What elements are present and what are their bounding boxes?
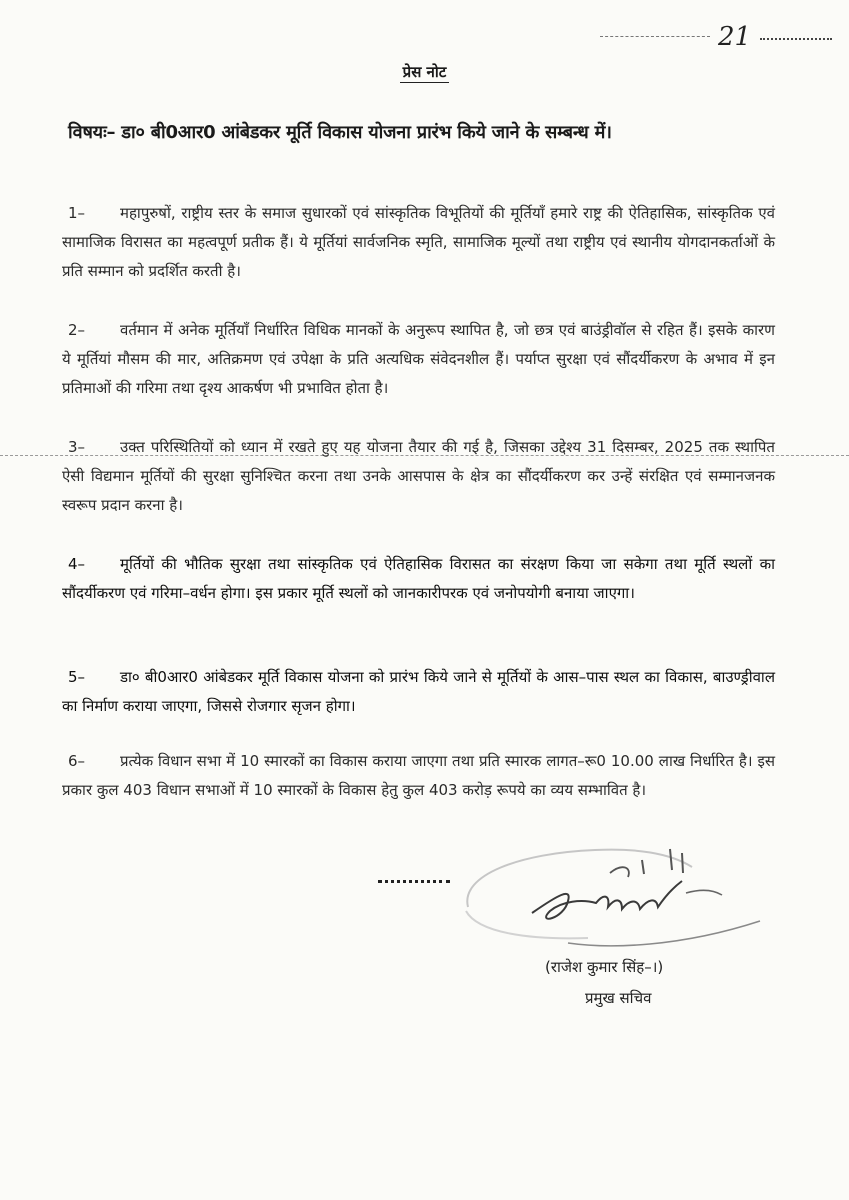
paragraph-text: उक्त परिस्थितियों को ध्यान में रखते हुए यह योजना तैयार की गई है, जिसका उद्देश्य 31 दिसम्बर, 2025 तक स्थापित ऐसी विद्यमान मूर्तियों की सुरक्षा सुनिश्चित करना तथा उनके आसपास के क्षेत्र का सौंदर्यीकरण कर उन्हें संरक्षित एवं सम्मानजनक स्वरूप प्रदान करना है।: [62, 438, 775, 514]
paragraph-5: [62, 663, 775, 721]
page-number: [600, 22, 835, 52]
document-title: [0, 62, 849, 82]
paragraph-text: डा० बी0आर0 आंबेडकर मूर्ति विकास योजना को प्रारंभ किये जाने से मूर्तियों के आस–पास स्थल का विकास, बाउण्ड्रीवाल का निर्माण कराया जाएगा, जिससे रोजगार सृजन होगा।: [62, 668, 775, 715]
subject-line: विषयः– डा० बी0आर0 आंबेडकर मूर्ति विकास योजना प्रारंभ किये जाने के सम्बन्ध में।: [68, 122, 612, 143]
signatory-name: (राजेश कुमार सिंह–।): [545, 958, 664, 976]
page-number-value: 21: [718, 22, 752, 52]
paragraph-number: 2–: [68, 321, 86, 339]
paragraph-number: 5–: [68, 668, 86, 686]
paragraph-text: प्रत्येक विधान सभा में 10 स्मारकों का विकास कराया जाएगा तथा प्रति स्मारक लागत–रू0 10.00 लाख निर्धारित है। इस प्रकार कुल 403 विधान सभाओं में 10 स्मारकों के विकास हेतु कुल 403 करोड़ रूपये का व्यय सम्भावित है।: [62, 752, 775, 799]
signature-dots: [378, 880, 450, 883]
paragraph-number: 6–: [68, 752, 86, 770]
paragraph-number: 1–: [68, 204, 86, 222]
page-number-dots: [760, 38, 832, 40]
paragraph-6: [62, 747, 775, 805]
paragraph-4: [62, 550, 775, 608]
paragraph-2: [62, 316, 775, 403]
paragraph-text: वर्तमान में अनेक मूर्तियाँ निर्धारित विधिक मानकों के अनुरूप स्थापित है, जो छत्र एवं बाउंड्रीवॉल से रहित हैं। इसके कारण ये मूर्तियां मौसम की मार, अतिक्रमण एवं उपेक्षा के प्रति अत्यधिक संवेदनशील हैं। पर्याप्त सुरक्षा एवं सौंदर्यीकरण के अभाव में इन प्रतिमाओं की गरिमा तथा दृश्य आकर्षण भी प्रभावित होता है।: [62, 321, 775, 397]
paragraph-number: 4–: [68, 555, 86, 573]
paragraph-1: [62, 199, 775, 286]
document-title-text: प्रेस नोट: [400, 63, 450, 83]
paragraph-number: 3–: [68, 438, 86, 456]
paragraph-3: [62, 433, 775, 520]
paragraph-text: महापुरुषों, राष्ट्रीय स्तर के समाज सुधारकों एवं सांस्कृतिक विभूतियों की मूर्तियाँ हमारे राष्ट्र की ऐतिहासिक, सांस्कृतिक एवं सामाजिक विरासत का महत्वपूर्ण प्रतीक हैं। ये मूर्तियां सार्वजनिक स्मृति, सामाजिक मूल्यों तथा राष्ट्रीय एवं स्थानीय योगदानकर्ताओं के प्रति सम्मान को प्रदर्शित करती है।: [62, 204, 775, 280]
signatory-designation: प्रमुख सचिव: [585, 989, 652, 1007]
paragraph-text: मूर्तियों की भौतिक सुरक्षा तथा सांस्कृतिक एवं ऐतिहासिक विरासत का संरक्षण किया जा सकेगा तथा मूर्ति स्थलों का सौंदर्यीकरण एवं गरिमा–वर्धन होगा। इस प्रकार मूर्ति स्थलों को जानकारीपरक एवं जनोपयोगी बनाया जाएगा।: [62, 555, 775, 602]
handwritten-signature: [460, 845, 780, 955]
page-number-dash: [600, 36, 710, 37]
